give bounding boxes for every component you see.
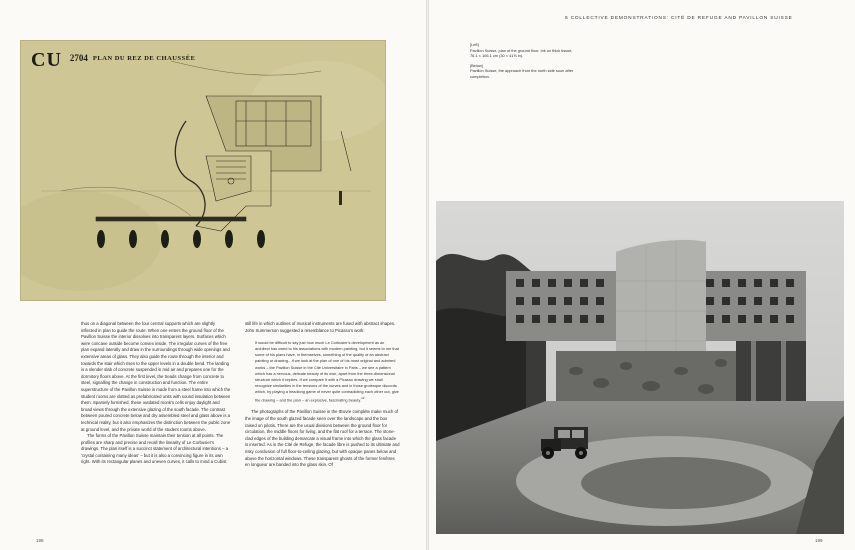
caption-left-text: Pavillon Suisse, plan of the ground floor. Ink on thick tissue, 76.1 × 106.1 cm (30 × 41⅜ in). [470,47,573,59]
page-number-left: 198 [36,538,44,543]
caption-left-label: [Left] [470,42,479,47]
plan-drawing [21,41,386,301]
caption-below-text: Pavillon Suisse, the approach from the north side soon after completion. [470,68,574,79]
caption-below [470,63,580,80]
plan-number: 2704 [69,53,88,63]
photo-drawing [436,201,844,534]
book-gutter [426,0,429,550]
paragraph-3: still life in which outlines of musical instruments are fused with abstract shapes. John Summerson suggested a resemblance to Picasso's work: [245,321,396,333]
paragraph-1: thus on a diagonal between the four central supports which are slightly inflected in plan to guide the route. When one enters the ground floor of the Pavillon Suisse the interior dissolves into transparent layers. Surfaces which were concave outside become convex inside. The irregular curves of the free plan expand laterally and draw in the surroundings through wide openings and extensive areas of glass. They also guide the route through the interior and towards the stair which rises to the upper levels in a double bend. The landing is a slender slab of concrete suspended in mid air and prepares one for the dormitory floors above. At the first level, the treads change from concrete to steel, signalling the change in construction and function. The entire superstructure of the Pavillon Suisse is made from a steel frame into which the student rooms are slotted as prefabricated units with sound insulation between them. Sparsely furnished, these outdated monk's cells enjoy daylight and broad views through the extensive glazing of the south facade. The contrast between poured concrete below and dry assembled steel and glass above is a technical reality, but it also emphasizes the distinction between the public zone at ground level, and the private world of the student rooms above. [81,321,231,432]
caption-below-label: [Below] [470,62,483,68]
plan-code: CU [31,49,62,71]
text-column-2 [245,321,400,469]
figure-captions [470,42,580,84]
plan-title-text: PLAN DU REZ DE CHAUSSÉE [92,55,196,62]
paragraph-2: The forms of the Pavillon Suisse maintain their tension at all points. The profiles are sharp and precise and recall the linearity of Le Corbusier's drawings. The plan itself is a succinct statement of architectural intentions – a 'crystal containing many ideas' – but it is also a convincing figure in its own right. With its rectangular planes and uneven curves, it calls to mind a Cubist [81,433,229,465]
caption-left [470,42,580,59]
footnote-ref: 13 [361,396,365,401]
block-quote-text: It would be difficult to say just how much Le Corbusier's development as an architect has owed to his associations with modern painting, but it seems to me that some of his plans have, in themselves, something of the quality of an abstract painting or drawing…if we look at the plan of one of his most original and admired works – the Pavillon Suisse in the Cité Universitaire in Paris – we see a pattern which has a nervous, delicate beauty of its own, apart from the three-dimensional structure which it implies. If we compare it with a Picasso drawing we shall recognize similarities in the tensions of the curves and in those grotesque discords which, by playing a headlong game of never quite contradicting each other out, give the drawing – and the plan – an explosive, fascinating beauty. [255,340,399,403]
plan-title [31,49,195,72]
ground-floor-plan-image [20,40,386,301]
block-quote [255,340,400,403]
pavillon-suisse-photo [436,201,844,534]
page-number-right: 199 [815,538,823,543]
paragraph-4: The photographs of the Pavillon Suisse in the Œuvre complète make much of the image of the south glazed facade seen over the landscape and the box raised on pilotis. There are the usual divisions between the ground floor for circulation, the middle floors for living, and the flat roof for a terrace. The stone-clad edges of the building demarcate a visual frame into which the glass facade is inserted. As in the Cité de Refuge, the facade libre is pushed to its ultimate and risky conclusion of full floor-to-ceiling glazing, but with opaque panes below and above the horizontal windows. These transparent ghosts of the former fenêtres en longueur are banded into the glass skin. Of [245,409,400,468]
text-column-1 [81,321,231,466]
running-head: 6 COLLECTIVE DEMONSTRATIONS: CITÉ DE REFUGE AND PAVILLON SUISSE [565,16,793,21]
